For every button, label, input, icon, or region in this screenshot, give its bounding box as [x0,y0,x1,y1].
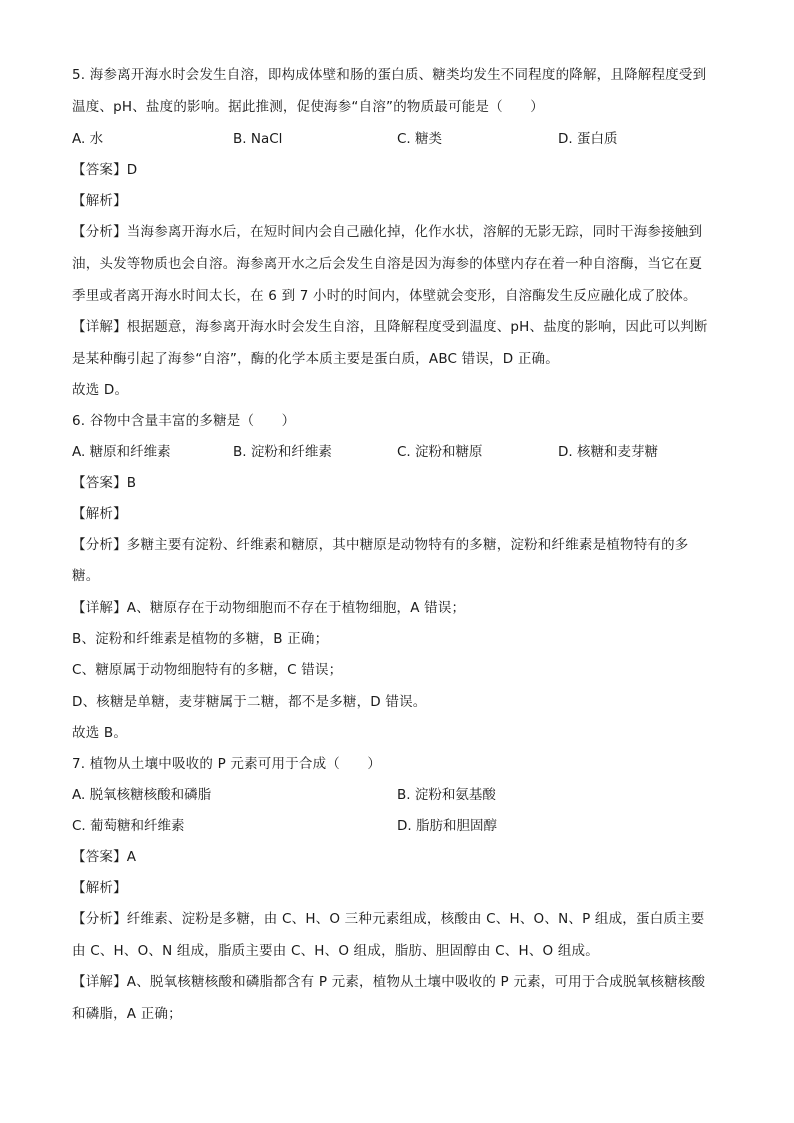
q6-stem: 6. 谷物中含量丰富的多糖是（ ） [72,413,296,429]
q6-conclusion: 故选 B。 [72,725,128,741]
q5-option-a: A. 水 [72,131,104,147]
q5-option-c: C. 糖类 [397,131,443,147]
q6-analysis-title: 【解析】 [72,506,127,522]
q5-fenxi-line-1: 【分析】当海参离开海水后，在短时间内会自己融化掉，化作水状，溶解的无影无踪，同时干海参接触到 [72,224,703,240]
q6-option-c: C. 淀粉和糖原 [397,444,483,460]
q7-stem: 7. 植物从土壤中吸收的 P 元素可用于合成（ ） [72,756,382,772]
q5-option-d: D. 蛋白质 [558,131,618,147]
q5-stem-line-1: 5. 海参离开海水时会发生自溶，即构成体壁和肠的蛋白质、糖类均发生不同程度的降解，且降解程度受到 [72,67,707,83]
q5-xiangjie-line-2: 是某种酶引起了海参“自溶”，酶的化学本质主要是蛋白质，ABC 错误，D 正确。 [72,351,559,367]
q7-option-a: A. 脱氧核糖核酸和磷脂 [72,787,212,803]
q7-xiangjie-line-1: 【详解】A、脱氧核糖核酸和磷脂都含有 P 元素，植物从土壤中吸收的 P 元素，可用于合成脱氧核糖核酸 [72,974,706,990]
q7-analysis-title: 【解析】 [72,880,127,896]
q6-fenxi-line-1: 【分析】多糖主要有淀粉、纤维素和糖原，其中糖原是动物特有的多糖，淀粉和纤维素是植物特有的多 [72,537,689,553]
q6-xiangjie-line-3: C、糖原属于动物细胞特有的多糖，C 错误； [72,662,343,678]
q7-fenxi-line-1: 【分析】纤维素、淀粉是多糖，由 C、H、O 三种元素组成，核酸由 C、H、O、N、P 组成，蛋白质主要 [72,911,705,927]
q7-answer: 【答案】A [72,849,137,865]
q6-xiangjie-line-2: B、淀粉和纤维素是植物的多糖，B 正确； [72,631,329,647]
q7-fenxi-line-2: 由 C、H、O、N 组成，脂质主要由 C、H、O 组成，脂肪、胆固醇由 C、H、O 组成。 [72,943,599,959]
q6-option-a: A. 糖原和纤维素 [72,444,171,460]
q7-option-d: D. 脂肪和胆固醇 [397,818,497,834]
q5-fenxi-line-3: 季里或者离开海水时间太长，在 6 到 7 小时的时间内，体壁就会变形，自溶酶发生反应融化成了胶体。 [72,288,697,304]
q5-fenxi-line-2: 油，头发等物质也会自溶。海参离开水之后会发生自溶是因为海参的体壁内存在着一种自溶酶，当它在夏 [72,256,703,272]
q5-analysis-title: 【解析】 [72,193,127,209]
q6-xiangjie-line-1: 【详解】A、糖原存在于动物细胞而不存在于植物细胞，A 错误； [72,600,466,616]
q7-option-c: C. 葡萄糖和纤维素 [72,818,185,834]
q7-xiangjie-line-2: 和磷脂，A 正确； [72,1006,182,1022]
q5-option-b: B. NaCl [233,131,283,147]
q5-answer: 【答案】D [72,162,138,178]
q5-xiangjie-line-1: 【详解】根据题意，海参离开海水时会发生自溶，且降解程度受到温度、pH、盐度的影响，因此可以判断 [72,319,708,335]
q5-stem-line-2: 温度、pH、盐度的影响。据此推测，促使海参“自溶”的物质最可能是（ ） [72,99,544,115]
q6-option-d: D. 核糖和麦芽糖 [558,444,658,460]
q5-conclusion: 故选 D。 [72,382,129,398]
q6-answer: 【答案】B [72,475,137,491]
q6-fenxi-line-2: 糖。 [72,568,100,584]
q6-option-b: B. 淀粉和纤维素 [233,444,332,460]
q7-option-b: B. 淀粉和氨基酸 [397,787,496,803]
q6-xiangjie-line-4: D、核糖是单糖，麦芽糖属于二糖，都不是多糖，D 错误。 [72,694,427,710]
